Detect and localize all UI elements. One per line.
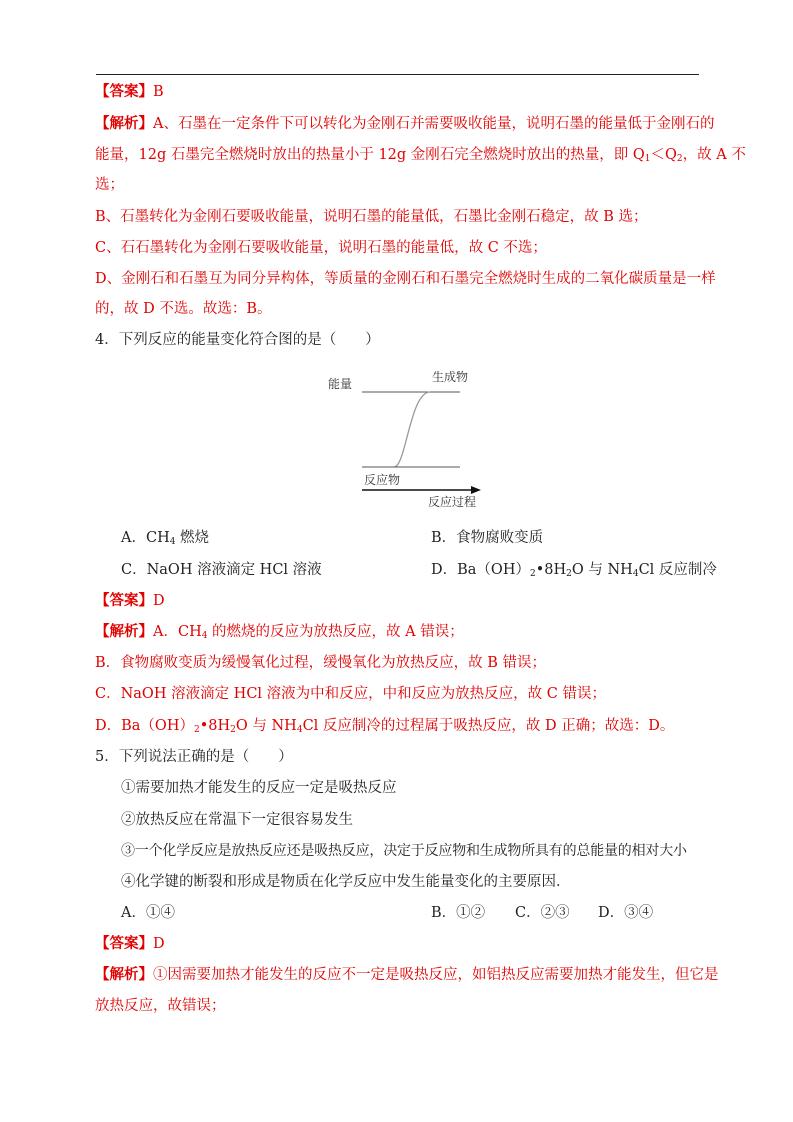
q4-option-b: B．食物腐败变质 xyxy=(431,530,544,546)
q3-analysis-line3: 选； xyxy=(95,177,124,193)
q5-option-c: C．②③ xyxy=(515,905,570,921)
q5-answer: 【答案】D xyxy=(95,935,165,952)
diagram-y-label: 能量 xyxy=(328,377,353,391)
q5-analysis-line1: 【解析】①因需要加热才能发生的反应不一定是吸热反应，如铝热反应需要加热才能发生，但它是 xyxy=(95,966,719,983)
diagram-x-label: 反应过程 xyxy=(428,495,477,509)
q5-statement-2: ②放热反应在常温下一定很容易发生 xyxy=(121,812,353,828)
q3-analysis-d2: 的，故 D 不选。故选：B。 xyxy=(95,301,272,317)
q4-analysis-b: B．食物腐败变质为缓慢氧化过程，缓慢氧化为放热反应，故 B 错误； xyxy=(95,655,547,671)
q5-option-a: A．①④ xyxy=(121,905,175,921)
q3-analysis-line2: 能量，12g 石墨完全燃烧时放出的热量小于 12g 金刚石完全燃烧时放出的热量，即 $Q_1<Q_2$，故 A 不 xyxy=(95,147,746,164)
q4-option-a: A．$CH_4$ 燃烧 xyxy=(121,530,210,547)
header-rule xyxy=(96,74,699,75)
q5-option-d: D．③④ xyxy=(598,905,654,921)
q4-analysis-a: 【解析】A．$CH_4$ 的燃烧的反应为放热反应，故 A 错误； xyxy=(95,623,464,641)
q4-option-c: C．NaOH 溶液滴定 HCl 溶液 xyxy=(121,562,322,578)
q5-statement-4: ④化学键的断裂和形成是物质在化学反应中发生能量变化的主要原因． xyxy=(121,874,571,890)
q4-stem: 4．下列反应的能量变化符合图的是（ ） xyxy=(95,332,380,348)
q4-answer: 【答案】D xyxy=(95,592,165,609)
diagram-reactant-label: 反应物 xyxy=(364,473,401,487)
q3-analysis-c: C、石石墨转化为金刚石要吸收能量，说明石墨的能量低，故 C 不选； xyxy=(95,240,547,256)
q3-analysis-line1: 【解析】A、石墨在一定条件下可以转化为金刚石并需要吸收能量，说明石墨的能量低于金刚石的 xyxy=(95,115,715,132)
q5-statement-1: ①需要加热才能发生的反应一定是吸热反应 xyxy=(121,780,397,796)
energy-diagram xyxy=(320,364,490,512)
q5-statement-3: ③一个化学反应是放热反应还是吸热反应，决定于反应物和生成物所具有的总能量的相对大小 xyxy=(121,843,687,859)
energy-curve xyxy=(394,392,430,467)
x-axis-arrowhead xyxy=(471,486,481,494)
q5-stem: 5．下列说法正确的是（ ） xyxy=(95,749,293,765)
diagram-product-label: 生成物 xyxy=(432,370,469,384)
q4-analysis-d: D．$Ba(OH)_2•8H_2O$ 与 $NH_4Cl$ 反应制冷的过程属于吸热反应，故 D 正确；故选：D。 xyxy=(95,718,675,735)
q3-analysis-d1: D、金刚石和石墨互为同分异构体，等质量的金刚石和石墨完全燃烧时生成的二氧化碳质量是一样 xyxy=(95,271,716,287)
q4-option-d: D．$Ba(OH)_2•8H_2O$ 与 $NH_4Cl$ 反应制冷 xyxy=(431,562,717,579)
q5-option-b: B．①② xyxy=(431,905,486,921)
q3-answer: 【答案】B xyxy=(95,83,164,100)
q3-analysis-b: B、石墨转化为金刚石要吸收能量，说明石墨的能量低，石墨比金刚石稳定，故 B 选； xyxy=(95,209,648,225)
q4-analysis-c: C．NaOH 溶液滴定 HCl 溶液为中和反应，中和反应为放热反应，故 C 错误； xyxy=(95,686,606,702)
q5-analysis-line2: 放热反应，故错误； xyxy=(95,998,226,1014)
